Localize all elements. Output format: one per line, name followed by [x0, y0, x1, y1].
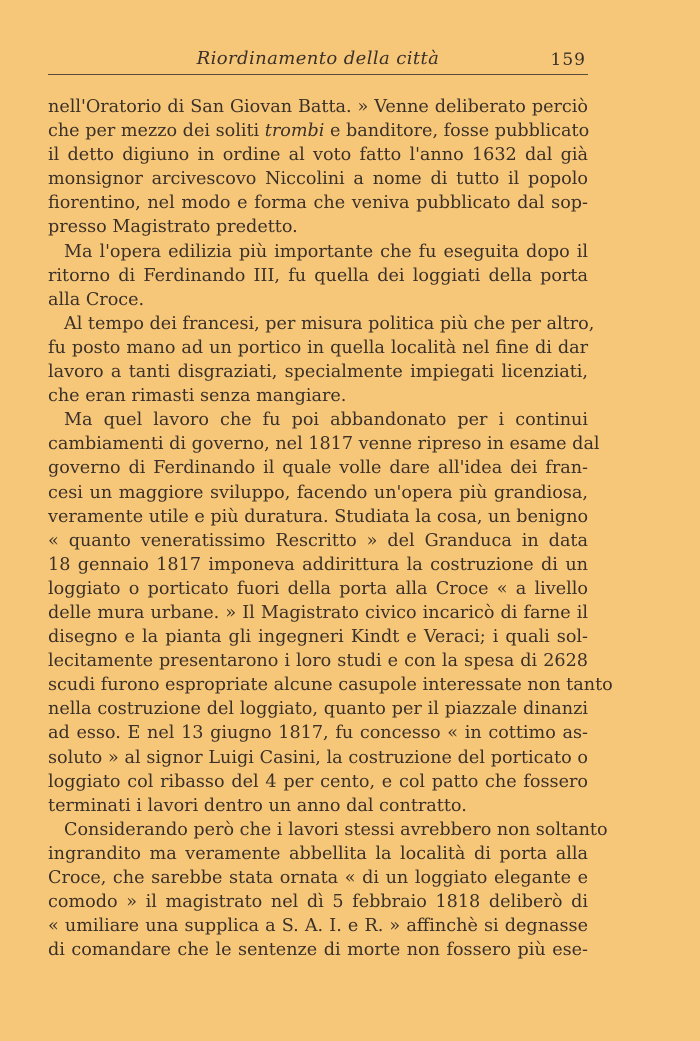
text-line: presso Magistrato predetto. [48, 217, 298, 238]
text-line: veramente utile e più duratura. Studiata la cosa, un benigno [48, 506, 589, 527]
text-line: comodo » il magistrato nel dì 5 febbraio 1818 deliberò di [48, 892, 588, 913]
text-line: scudi furono espropriate alcune casupole interessate non tanto [48, 675, 613, 696]
text-line: Ma quel lavoro che fu poi abbandonato per i continui [64, 410, 588, 431]
text-line: fiorentino, nel modo e forma che veniva pubblicato dal sop- [48, 193, 588, 214]
text-line: soluto » al signor Luigi Casini, la costruzione del porticato o [48, 747, 588, 768]
text-line: Croce, che sarebbe stata ornata « di un loggiato elegante e [48, 868, 588, 888]
text-line: lecitamente presentarono i loro studi e con la spesa di 2628 [48, 651, 588, 672]
text-line: il detto digiuno in ordine al voto fatto l'anno 1632 dal già [48, 145, 588, 166]
text-line: ingrandito ma veramente abbellita la località di porta alla [48, 843, 588, 864]
text-line: terminati i lavori dentro un anno dal contratto. [48, 795, 467, 816]
text-line: « umiliare una supplica a S. A. I. e R. » affinchè si degnasse [48, 916, 588, 937]
body-text [48, 95, 613, 962]
text-line: fu posto mano ad un portico in quella località nel fine di dar [48, 337, 588, 358]
text-line: ritorno di Ferdinando III, fu quella dei loggiati della porta [48, 265, 588, 286]
text-line: delle mura urbane. » Il Magistrato civico incaricò di farne il [48, 602, 588, 623]
text-line: Considerando però che i lavori stessi avrebbero non soltanto [64, 819, 608, 840]
text-line: nella costruzione del loggiato, quanto per il piazzale dinanzi [48, 699, 588, 720]
text-segment: e banditore, fosse pubblicato [324, 121, 590, 142]
text-line: loggiato col ribasso del 4 per cento, e col patto che fossero [48, 771, 588, 792]
text-line: lavoro a tanti disgraziati, specialmente impiegati licenziati, [48, 362, 588, 383]
text-line: Al tempo dei francesi, per misura politica più che per altro, [64, 313, 595, 334]
text-line: nell'Oratorio di San Giovan Batta. » Venne deliberato perciò [48, 97, 588, 117]
text-line: loggiato o porticato fuori della porta alla Croce « a livello [48, 578, 588, 599]
page-header [48, 48, 588, 75]
text-line: alla Croce. [48, 289, 145, 310]
text-line: che eran rimasti senza mangiare. [48, 386, 347, 407]
text-segment: che per mezzo dei soliti [48, 121, 265, 142]
text-line: 18 gennaio 1817 imponeva addirittura la costruzione di un [48, 554, 588, 575]
text-line [48, 119, 588, 143]
italic-word: trombi [264, 121, 325, 142]
text-line: disegno e la pianta gli ingegneri Kindt e Veraci; i quali sol- [48, 627, 588, 648]
text-line: ad esso. E nel 13 giugno 1817, fu concesso « in cottimo as- [48, 723, 588, 744]
text-line: cambiamenti di governo, nel 1817 venne ripreso in esame dal [48, 434, 600, 455]
text-line: Ma l'opera edilizia più importante che fu eseguita dopo il [64, 241, 588, 262]
text-line: cesi un maggiore sviluppo, facendo un'opera più grandiosa, [48, 482, 588, 503]
text-line: monsignor arcivescovo Niccolini a nome di tutto il popolo [48, 169, 588, 190]
page-number: 159 [550, 50, 586, 70]
running-title: Riordinamento della città [196, 48, 440, 69]
text-line: « quanto veneratissimo Rescritto » del Granduca in data [48, 530, 588, 551]
text-line: di comandare che le sentenze di morte non fossero più ese- [48, 940, 588, 961]
text-line: governo di Ferdinando il quale volle dare all'idea dei fran- [48, 458, 588, 479]
